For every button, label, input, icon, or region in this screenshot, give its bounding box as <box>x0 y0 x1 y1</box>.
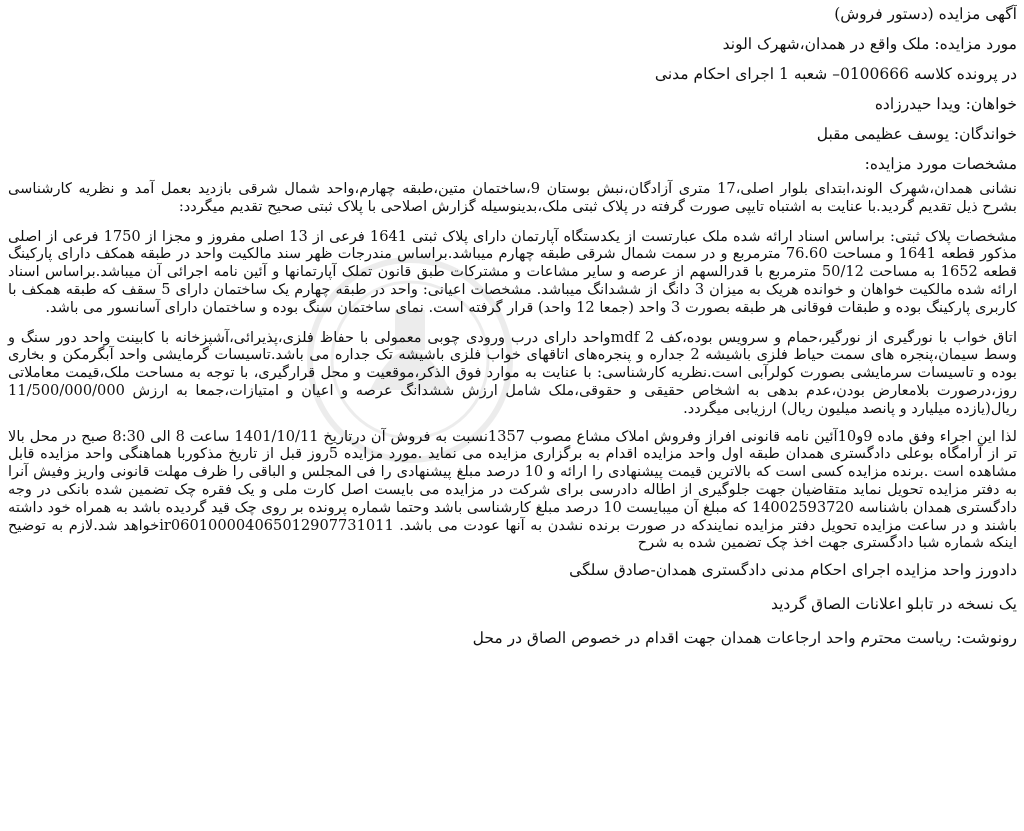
registry-paragraph: مشخصات پلاک ثبتی: براساس اسناد ارائه شده ملک عبارتست از یکدستگاه آپارتمان دارای پلاک ثبتی 1641 فرعی از 13 اصلی مفروز و مجزا از 1750 فرعی از اصلی مذکور قطعه 1641 و مساحت 76.60 مترمربع و در سمت شمال شرقی طبقه چهارم میباشد.براساس مندرجات ظهر سند مالکیت واحد در طبقه همکف دارای پارکینگ قطعه 1652 به مساحت 50/12 مترمربع با قدرالسهم از عرصه و سایر مشاعات و مشترکات طبق قانون تملک آپارتمانها و آئین نامه اجرائی آن میباشد.براساس اسناد ارائه شده مالکیت خواهان و خوانده هریک به میزان 3 دانگ از ششدانگ میباشد. مشخصات اعیانی: واحد در طبقه چهارم یک ساختمان دارای 5 سقف که طبقه همکف با کاربری پارکینگ بوده و طبقات فوقانی هر طبقه بصورت 3 واحد (جمعا 12 واحد) قرار گرفته است. نمای ساختمان سنگ بوده و ساختمان دارای آسانسور می باشد. <box>8 227 1018 316</box>
posting-note: یک نسخه در تابلو اعلانات الصاق گردید <box>770 595 1017 614</box>
plaintiff-name: خواهان: ویدا حیدرزاده <box>874 95 1017 113</box>
auction-subject: مورد مزایده: ملک واقع در همدان،شهرک الوند <box>722 35 1017 53</box>
address-paragraph: نشانی همدان،شهرک الوند،ابتدای بلوار اصلی،17 متری آزادگان،نبش بوستان 9،ساختمان متین،طبقه چهارم،واحد شمال شرقی بازدید بعمل آمد و نظریه کارشناسی بشرح ذیل تقدیم گردید.با عنایت به اشتباه تایپی صورت گرفته در پلاک ثبتی ملک،بدینوسیله گزارش اصلاحی با پلاک ثبتی صحیح تقدیم میگردد: <box>8 180 1017 215</box>
case-file-number: در پرونده کلاسه 0100666– شعبه 1 اجرای احکام مدنی <box>654 65 1017 83</box>
features-paragraph: اتاق خواب با نورگیری از نورگیر،حمام و سرویس بوده،کف mdf 2واحد دارای درب ورودی چوبی معمولی با حفاظ فلزی،پذیرائی،آشپزخانه با کابینت واحد دور سنگ و وسط سیمان،پنجره های سمت حیاط فلزی باشیشه 2 جداره و پنجره‌های اتاقهای خواب فلزی باشیشه تک جداره می باشد.تاسیسات گرمایشی واحد آبگرمکن و بخاری بوده و تاسیسات سرمایشی بصورت کولرآبی است.نظریه کارشناسی: با عنایت به موارد فوق الذکر،موقعیت و محل قرارگیری، با توجه به مساحت ملک،قیمت معاملاتی روز،درصورت بلامعارض بودن،عدم بدهی به اشخاص حقیقی و حقوقی،ملک شامل ارزش ششدانگ عرصه و اعیان و امتیازات،جمعا به ارزش 11/500/000/000 ریال(یازده میلیارد و پانصد میلیون ریال) ارزیابی میگردد. <box>8 328 1017 417</box>
notice-title: آگهی مزایده (دستور فروش) <box>834 5 1017 23</box>
signatory-line: دادورز واحد مزایده اجرای احکام مدنی دادگستری همدان-صادق سلگی <box>569 561 1017 580</box>
copy-note: رونوشت: ریاست محترم واحد ارجاعات همدان جهت اقدام در خصوص الصاق در محل <box>472 629 1017 648</box>
defendant-name: خواندگان: یوسف عظیمی مقبل <box>816 125 1017 143</box>
auction-paragraph: لذا این اجراء وفق ماده 9و10آئین نامه قانونی افراز وفروش املاک مشاع مصوب 1357نسبت به فروش آن درتاریخ 1401/10/11 ساعت 8 الی 8:30 صبح در محل بالا تر از آرامگاه بوعلی دادگستری همدان طبقه اول واحد مزایده اقدام به برگزاری مزایده می نماید .مورد مزایده 5روز قبل از تاریخ مذکوربا هماهنگی واحد مزایده قابل مشاهده است .برنده مزایده کسی است که بالاترین قیمت پیشنهادی را ارائه و 10 درصد مبلغ پیشنهادی را فی المجلس و الباقی را ظرف مهلت قانونی واریز وفیش آنرا به دفتر مزایده تحویل نماید متقاضیان جهت جلوگیری از اطاله دادرسی برای شرکت در مزایده می بایست اصل کارت ملی و یک فقره چک تضمین شده بانکی در وجه دادگستری همدان باشناسه 14002593720 که مبلغ آن میبایست 10 درصد مبلغ کارشناسی باشد وحتما شماره پرونده بر روی چک قید گردیده باشد به همراه خود داشته باشند و در ساعت مزایده تحویل دفتر مزایده نمایندکه در صورت برنده نشدن به آنها عودت می باشد. ir060100004065012907731011خواهد شد.لازم به توضیح اینکه شماره شبا دادگستری جهت اخذ چک تضمین شده به شرح <box>8 427 1018 552</box>
specs-heading: مشخصات مورد مزایده: <box>864 155 1017 173</box>
